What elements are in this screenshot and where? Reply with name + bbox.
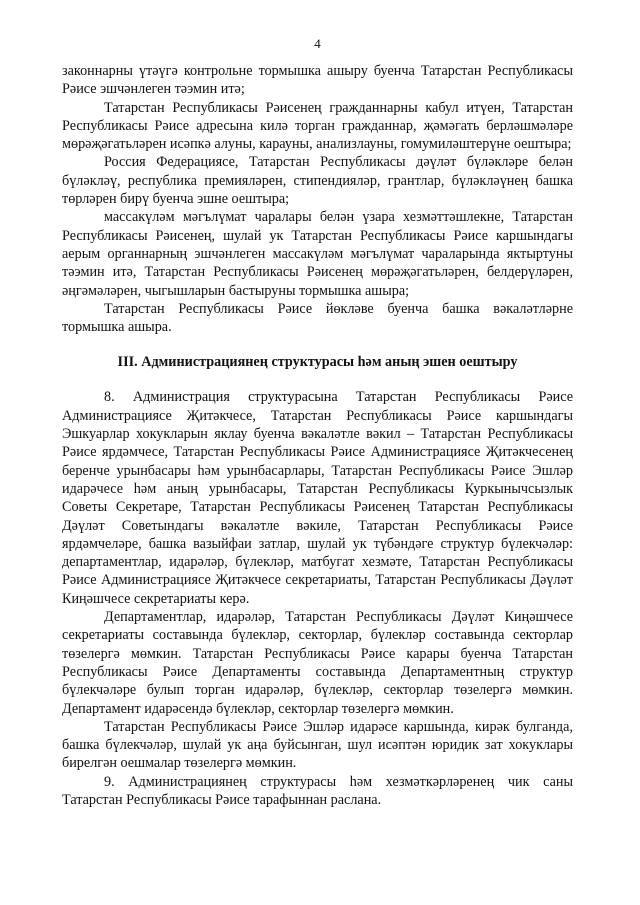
paragraph-other-powers: Татарстан Республикасы Рәисе йөкләве буенча башка вәкаләтләрне тормышка ашыра. [62,300,573,336]
document-page [62,36,573,809]
paragraph-item-8: 8. Администрация структурасына Татарстан Республикасы Рәисе Администрациясе Җитәкчесе, Татарстан Республикасы Рәисе каршындагы Эшкуарлар хокукларын яклау буенча вәкаләтле вәкил – Татарстан Республикасы Рәисе ярдәмчесе, Татарстан Республикасы Рәисе Администрациясе Җитәкчесенең беренче урынбасары һәм урынбасарлары, Татарстан Республикасы Рәисе Эшләр идарәчесе һәм аның урынбасары, Татарстан Республикасы Куркынычсызлык Советы Секретаре, Татарстан Республикасы Рәисенең Татарстан Республикасы Дәүләт Советындагы вәкаләтле вәкиле, Татарстан Республикасы Рәисе ярдәмчеләре, башка вазыйфаи затлар, шулай ук түбәндәге структур бүлекчәләр: департаментлар, идарәләр, бүлекләр, матбугат хезмәте, Татарстан Республикасы Рәисе Администрациясе Җитәкчесе секретариаты, Татарстан Республикасы Дәүләт Киңәшчесе секретариаты керә. [62,389,573,607]
paragraph-affairs-office: Татарстан Республикасы Рәисе Эшләр идарәсе каршында, кирәк булганда, башка бүлекчәләр, шулай ук аңа буйсынган, шул исәптән юридик зат хокуклары бирелгән оешмалар төзелергә мөмкин. [62,718,573,772]
paragraph-mass-media: массакүләм мәгълүмат чаралары белән үзара хезмәттәшлекне, Татарстан Республикасы Рәисенең, шулай ук Татарстан Республикасы Рәисе каршындагы аерым органнарның эшчәнлеген массакүләм мәгълүмат чараларында яктыртуны тәэмин итә, Татарстан Республикасы Рәисенең мөрәҗәгатьләрен, белдерүләрен, әңгәмәләрен, чыгышларын бастыруны тормышка ашыра; [62,209,573,299]
paragraph-departments: Департаментлар, идарәләр, Татарстан Республикасы Дәүләт Киңәшчесе секретариаты составында бүлекләр, секторлар, бүлекләр составында секторлар төзелергә мөмкин. Татарстан Республикасы Рәисе карары буенча Татарстан Республикасы Рәисе Департаменты составында Департаментның структур бүлекчәләре булып торган идарәләр, бүлекләр, секторлар төзелергә мөмкин. Департамент идарәсендә бүлекләр, секторлар төзелергә мөмкин. [62,609,573,717]
page-number: 4 [314,36,321,51]
section-heading: III. Администрациянең структурасы һәм аның эшен оештыру [117,354,518,371]
paragraph-continuation: законнарны үтәүгә контрольне тормышка ашыру буенча Татарстан Республикасы Рәисе эшчәнлеген тәэмин итә; [62,63,573,98]
paragraph-item-9: 9. Администрациянең структурасы һәм хезмәткәрләренең чик саны Татарстан Республикасы Рәисе тарафыннан раслана. [62,773,573,808]
paragraph-state-awards: Россия Федерациясе, Татарстан Республикасы дәүләт бүләкләре белән бүләкләү, республика премияләрен, стипендияләр, грантлар, бүләкләүнең башка төрләрен бирү буенча эшне оештыра; [62,154,573,208]
paragraph-citizens-reception: Татарстан Республикасы Рәисенең гражданнарны кабул итүен, Татарстан Республикасы Рәисе адресына килә торган гражданнар, җәмәгать берләшмәләре мөрәҗәгатьләрен исәпкә алуны, карауны, анализлауны, гомумиләштерүне оештыра; [62,99,573,153]
